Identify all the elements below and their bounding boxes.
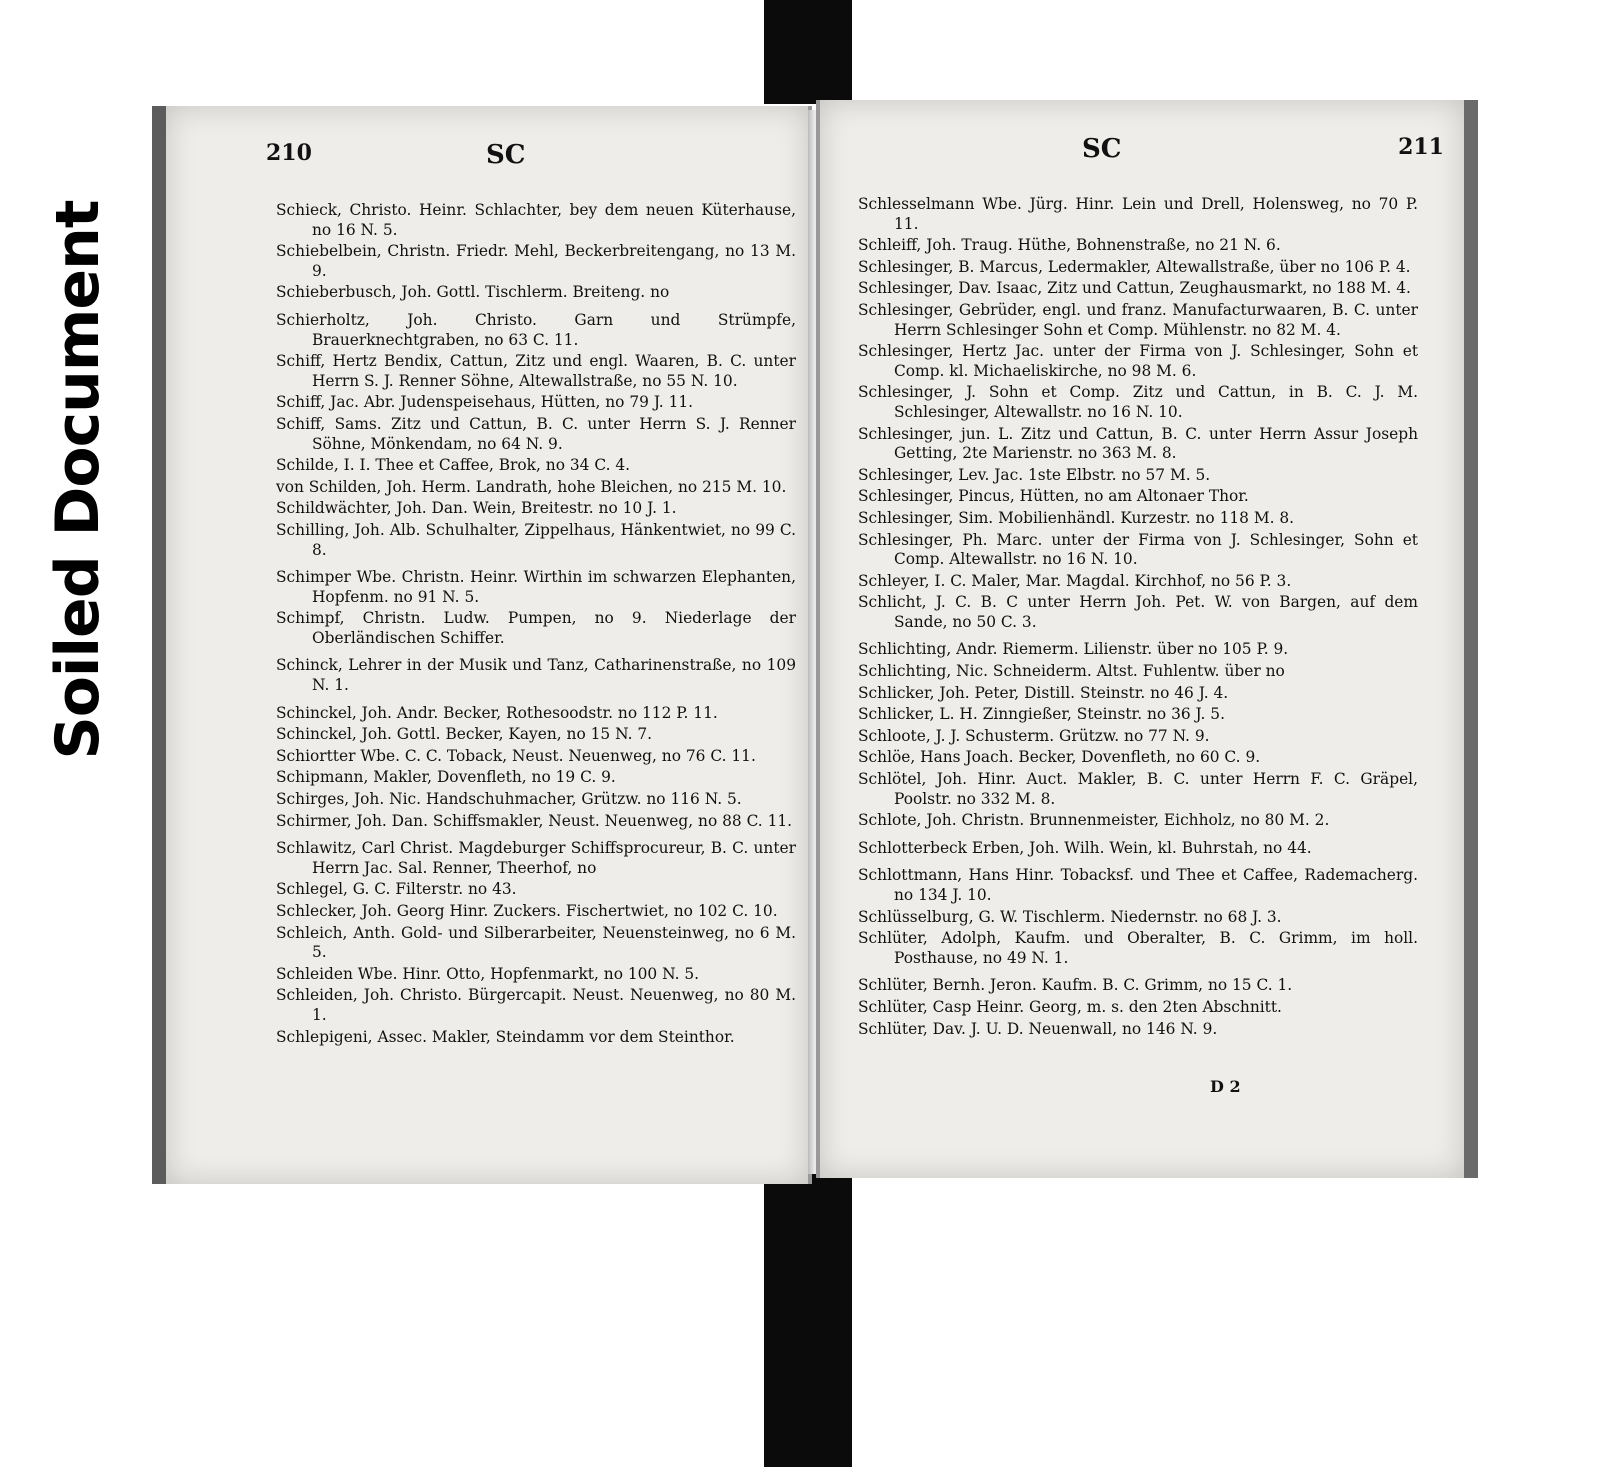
directory-entry: Schlötel, Joh. Hinr. Auct. Makler, B. C. unter Herrn F. C. Gräpel, Poolstr. no 332 M. 8. bbox=[858, 770, 1418, 808]
spine-band-top bbox=[764, 0, 852, 104]
directory-entry: Schinck, Lehrer in der Musik und Tanz, Catharinenstraße, no 109 N. 1. bbox=[276, 656, 796, 695]
directory-entry: Schieberbusch, Joh. Gottl. Tischlerm. Breiteng. no bbox=[276, 283, 670, 302]
directory-entry: Schirmer, Joh. Dan. Schiffsmakler, Neust. Neuenweg, no 88 C. 11. bbox=[276, 811, 793, 830]
directory-entry: Schlichting, Nic. Schneiderm. Altst. Fuhlentw. über no bbox=[858, 662, 1285, 681]
directory-entry: Schlüter, Dav. J. U. D. Neuenwall, no 146 N. 9. bbox=[858, 1019, 1218, 1038]
directory-entry: Schlöe, Hans Joach. Becker, Dovenfleth, no 60 C. 9. bbox=[858, 748, 1261, 767]
directory-entry: Schiff, Sams. Zitz und Cattun, B. C. unter Herrn S. J. Renner Söhne, Mönkendam, no 64 N. 9. bbox=[276, 414, 796, 453]
directory-entry: Schleyer, I. C. Maler, Mar. Magdal. Kirchhof, no 56 P. 3. bbox=[858, 571, 1292, 590]
directory-entry: Schlesinger, Sim. Mobilienhändl. Kurzestr. no 118 M. 8. bbox=[858, 508, 1295, 527]
directory-entry: Schlüter, Casp Heinr. Georg, m. s. den 2ten Abschnitt. bbox=[858, 997, 1282, 1016]
directory-entry: Schlegel, G. C. Filterstr. no 43. bbox=[276, 880, 517, 899]
directory-entry: Schlesinger, J. Sohn et Comp. Zitz und Cattun, in B. C. J. M. Schlesinger, Altewallstr. no 16 N. 10. bbox=[858, 383, 1418, 421]
directory-entry: Schieck, Christo. Heinr. Schlachter, bey dem neuen Küterhause, no 16 N. 5. bbox=[276, 201, 796, 239]
directory-entry: Schleiden, Joh. Christo. Bürgercapit. Neust. Neuenweg, no 80 M. 1. bbox=[276, 986, 796, 1024]
signature-mark: D 2 bbox=[1210, 1077, 1241, 1096]
directory-entry: Schleiden Wbe. Hinr. Otto, Hopfenmarkt, no 100 N. 5. bbox=[276, 964, 700, 983]
directory-entry: Schlote, Joh. Christn. Brunnenmeister, Eichholz, no 80 M. 2. bbox=[858, 811, 1330, 830]
directory-entry: Schipmann, Makler, Dovenfleth, no 19 C. 9. bbox=[276, 768, 616, 787]
left-column-head: SC bbox=[486, 140, 526, 170]
directory-entry: Schlicker, Joh. Peter, Distill. Steinstr. no 46 J. 4. bbox=[858, 683, 1229, 702]
left-page bbox=[152, 106, 812, 1184]
spine-band-bottom bbox=[764, 1170, 852, 1467]
directory-entry: Schilling, Joh. Alb. Schulhalter, Zippelhaus, Hänkentwiet, no 99 C. 8. bbox=[276, 520, 796, 559]
directory-entry: Schlesinger, jun. L. Zitz und Cattun, B. C. unter Herrn Assur Joseph Getting, 2te Marienstr. no 363 M. 8. bbox=[858, 424, 1418, 463]
directory-entry: Schlicker, L. H. Zinngießer, Steinstr. no 36 J. 5. bbox=[858, 705, 1225, 724]
directory-entry: Schimper Wbe. Christn. Heinr. Wirthin im schwarzen Elephanten, Hopfenm. no 91 N. 5. bbox=[276, 568, 796, 606]
directory-entry: von Schilden, Joh. Herm. Landrath, hohe Bleichen, no 215 M. 10. bbox=[276, 477, 787, 496]
directory-entry: Schinckel, Joh. Gottl. Becker, Kayen, no 15 N. 7. bbox=[276, 725, 653, 744]
directory-entry: Schlotterbeck Erben, Joh. Wilh. Wein, kl. Buhrstah, no 44. bbox=[858, 838, 1312, 857]
directory-entry: Schlesinger, Lev. Jac. 1ste Elbstr. no 57 M. 5. bbox=[858, 465, 1211, 484]
directory-entry: Schlesselmann Wbe. Jürg. Hinr. Lein und Drell, Holensweg, no 70 P. 11. bbox=[858, 195, 1418, 233]
directory-entry: Schildwächter, Joh. Dan. Wein, Breitestr. no 10 J. 1. bbox=[276, 499, 677, 518]
directory-entry: Schleich, Anth. Gold- und Silberarbeiter, Neuensteinweg, no 6 M. 5. bbox=[276, 923, 796, 962]
directory-entry: Schimpf, Christn. Ludw. Pumpen, no 9. Niederlage der Oberländischen Schiffer. bbox=[276, 609, 796, 647]
directory-entry: Schiff, Hertz Bendix, Cattun, Zitz und engl. Waaren, B. C. unter Herrn S. J. Renner Söhne, Altewallstraße, no 55 N. 10. bbox=[276, 352, 796, 390]
soiled-document-stamp bbox=[38, 200, 118, 760]
left-entry-list bbox=[276, 201, 796, 1049]
directory-entry: Schlesinger, Hertz Jac. unter der Firma von J. Schlesinger, Sohn et Comp. kl. Michaeliskirche, no 98 M. 6. bbox=[858, 342, 1418, 380]
directory-entry: Schlesinger, Gebrüder, engl. und franz. Manufacturwaaren, B. C. unter Herrn Schlesinger Sohn et Comp. Mühlenstr. no 82 M. 4. bbox=[858, 300, 1418, 339]
directory-entry: Schlottmann, Hans Hinr. Tobacksf. und Thee et Caffee, Rademacherg. no 134 J. 10. bbox=[858, 866, 1418, 904]
directory-entry: Schlesinger, Dav. Isaac, Zitz und Cattun, Zeughausmarkt, no 188 M. 4. bbox=[858, 279, 1411, 298]
right-page-number: 211 bbox=[1398, 134, 1444, 160]
directory-entry: Schierholtz, Joh. Christo. Garn und Strümpfe, Brauerknechtgraben, no 63 C. 11. bbox=[276, 310, 796, 349]
directory-entry: Schlecker, Joh. Georg Hinr. Zuckers. Fischertwiet, no 102 C. 10. bbox=[276, 902, 778, 920]
directory-entry: Schlicht, J. C. B. C unter Herrn Joh. Pet. W. von Bargen, auf dem Sande, no 50 C. 3. bbox=[858, 593, 1418, 631]
right-page bbox=[816, 100, 1478, 1178]
directory-entry: Schinckel, Joh. Andr. Becker, Rothesoodstr. no 112 P. 11. bbox=[276, 703, 718, 722]
directory-entry: Schiff, Jac. Abr. Judenspeisehaus, Hütten, no 79 J. 11. bbox=[276, 393, 694, 412]
stamp-label: Soiled Document bbox=[43, 200, 113, 760]
directory-entry: Schlüter, Bernh. Jeron. Kaufm. B. C. Grimm, no 15 C. 1. bbox=[858, 976, 1293, 995]
directory-entry: Schlepigeni, Assec. Makler, Steindamm vor dem Steinthor. bbox=[276, 1027, 735, 1046]
directory-entry: Schiebelbein, Christn. Friedr. Mehl, Beckerbreitengang, no 13 M. 9. bbox=[276, 242, 796, 280]
directory-entry: Schirges, Joh. Nic. Handschuhmacher, Grützw. no 116 N. 5. bbox=[276, 790, 742, 809]
directory-entry: Schilde, I. I. Thee et Caffee, Brok, no 34 C. 4. bbox=[276, 456, 631, 475]
right-entry-list bbox=[858, 195, 1418, 1041]
left-page-number: 210 bbox=[266, 140, 312, 166]
directory-entry: Schloote, J. J. Schusterm. Grützw. no 77 N. 9. bbox=[858, 726, 1210, 745]
directory-entry: Schlesinger, B. Marcus, Ledermakler, Altewallstraße, über no 106 P. 4. bbox=[858, 257, 1411, 276]
directory-entry: Schlesinger, Pincus, Hütten, no am Altonaer Thor. bbox=[858, 487, 1249, 506]
directory-entry: Schlüsselburg, G. W. Tischlerm. Niedernstr. no 68 J. 3. bbox=[858, 907, 1282, 926]
directory-entry: Schlüter, Adolph, Kaufm. und Oberalter, B. C. Grimm, im holl. Posthause, no 49 N. 1. bbox=[858, 929, 1418, 967]
directory-entry: Schlichting, Andr. Riemerm. Lilienstr. über no 105 P. 9. bbox=[858, 640, 1289, 659]
directory-entry: Schlawitz, Carl Christ. Magdeburger Schiffsprocureur, B. C. unter Herrn Jac. Sal. Renner, Theerhof, no bbox=[276, 839, 796, 877]
directory-entry: Schlesinger, Ph. Marc. unter der Firma von J. Schlesinger, Sohn et Comp. Altewallstr. no 16 N. 10. bbox=[858, 530, 1418, 569]
directory-entry: Schiortter Wbe. C. C. Toback, Neust. Neuenweg, no 76 C. 11. bbox=[276, 746, 756, 765]
right-column-head: SC bbox=[1082, 134, 1122, 164]
directory-entry: Schleiff, Joh. Traug. Hüthe, Bohnenstraße, no 21 N. 6. bbox=[858, 236, 1281, 255]
